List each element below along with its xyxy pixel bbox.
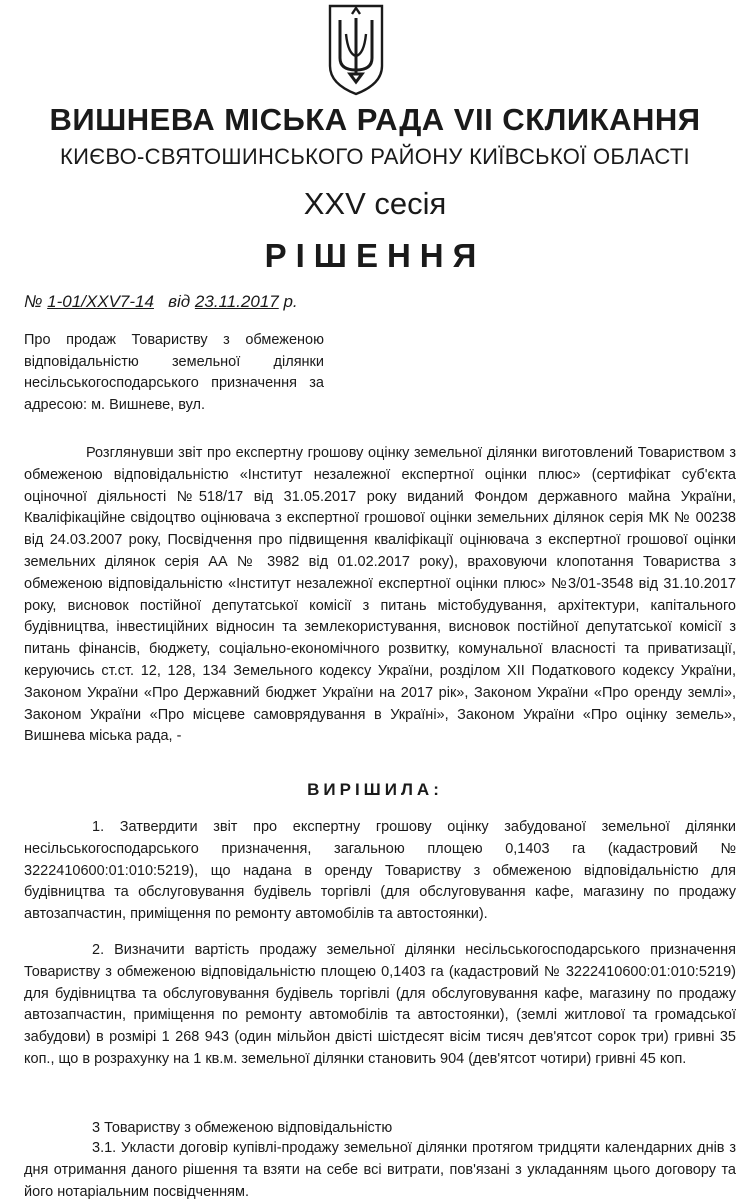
decision-number: 1-01/XXV7-14 xyxy=(47,292,154,311)
district-subtitle: КИЄВО-СВЯТОШИНСЬКОГО РАЙОНУ КИЇВСЬКОЇ ОБЛАСТІ xyxy=(60,144,690,169)
decision-date: 23.11.2017 xyxy=(194,292,279,311)
session-label: XXV сесія xyxy=(303,186,447,221)
council-title: ВИШНЕВА МІСЬКА РАДА VII СКЛИКАННЯ xyxy=(49,102,701,137)
decision-item-3: 3 Товариству з обмеженою відповідальністю xyxy=(92,1120,393,1136)
preamble-paragraph: Розглянувши звіт про експертну грошову оцінку земельної ділянки виготовлений Товариством з обмеженою відповідальністю «Інститут незалежної експертної оцінки плюс» (сертифікат суб'єкта оціночної діяльності №518/17 від 31.05.2017 року виданий Фондом державного майна України, Кваліфікаційне свідоцтво оцінювача з експертної грошової оцінки земельних ділянок серія МК № 00238 від 24.03.2007 року, Посвідчення про підвищення кваліфікації оцінювача з експертної грошової оцінки земельних ділянок серія АА № 3982 від 01.02.2017 року), враховуючи клопотання Товариства з обмеженою відповідальністю «Інститут незалежної експертної оцінки плюс» №3/01-3548 від 31.10.2017 року, висновок постійної депутатської комісії з питань містобудування, архітектури, капітального будівництва, інвестиційних відносин та землекористування, висновок постійної депутатської комісії з питань фінансів, бюджету, соціально-економічного розвитку, комунальної власності та приватизації, керуючись ст.ст. 12, 128, 134 Земельного кодексу України, розділом XII Податкового кодексу України, Законом України «Про Державний бюджет України на 2017 рік», Законом України «Про оренду землі», Законом України «Про місцеве самоврядування в Україні», Законом України «Про оцінку земель», Вишнева міська рада, - xyxy=(24,445,736,745)
decision-number-line xyxy=(24,292,298,312)
document-title: РІШЕННЯ xyxy=(264,237,486,274)
decision-item-2: 2. Визначити вартість продажу земельної ділянки несільськогосподарського призначення Товариству з обмеженою відповідальністю площею 0,1403 га (кадастровий № 3222410600:01:010:5219) для будівництва та обслуговування будівель торгівлі (для обслуговування кафе, магазину по продажу автозапчастин, приміщення по ремонту автомобілів та автостоянки), (землі житлової та громадської забудови) в розмірі 1 268 943 (один мільйон двісті шістдесят вісім тисяч дев'ятсот сорок три) гривні 35 коп., що в розрахунку на 1 кв.м. земельної ділянки становить 904 (дев'ятсот чотири) гривні 45 коп. xyxy=(24,942,736,1067)
decision-item-1: 1. Затвердити звіт про експертну грошову оцінку забудованої земельної ділянки несільськогосподарського призначення, загальною площею 0,1403 га (кадастровий № 3222410600:01:010:5219), що надана в оренду Товариству з обмеженою відповідальністю для будівництва та обслуговування будівель торгівлі (для обслуговування кафе, магазину по продажу автозапчастин, приміщення по ремонту автомобілів та автостоянки). xyxy=(24,819,736,923)
date-from-label: від xyxy=(168,292,191,311)
trident-coat-of-arms-icon xyxy=(326,4,386,96)
resolved-heading: ВИРІШИЛА: xyxy=(307,780,443,799)
decision-item-3-1: 3.1. Укласти договір купівлі-продажу земельної ділянки протягом тридцяти календарних днів з дня отримання даного рішення та взяти на себе всі витрати, пов'язані з укладанням цього договору та його нотаріальним посвідченням. xyxy=(24,1140,736,1200)
number-sign: № xyxy=(24,292,43,311)
decision-subject: Про продаж Товариству з обмеженою відповідальністю земельної ділянки несільськогосподарського призначення за адресою: м. Вишневе, вул. xyxy=(24,332,324,413)
year-suffix: р. xyxy=(283,292,298,311)
